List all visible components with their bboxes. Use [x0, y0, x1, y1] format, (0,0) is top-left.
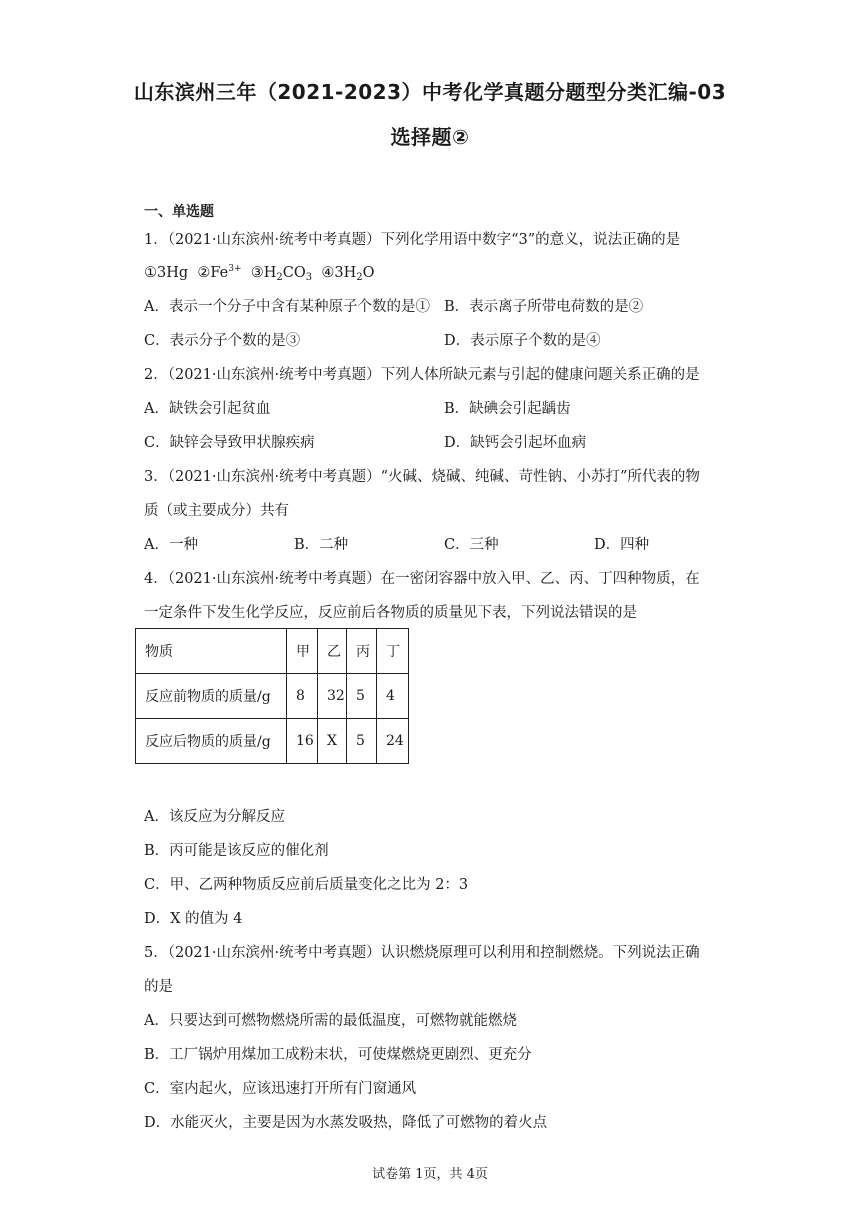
- q1-expr-b: $②Fe^{3+}$: [197, 264, 242, 281]
- table-cell: 4: [377, 674, 409, 719]
- table-cell: 反应前物质的质量/g: [136, 674, 287, 719]
- q4-option-d: D．X 的值为 4: [144, 911, 243, 927]
- q4-stem-line1: 4．（2021·山东滨州·统考中考真题）在一密闭容器中放入甲、乙、丙、丁四种物质，在: [144, 571, 700, 587]
- table-cell: 甲: [287, 629, 318, 674]
- q4-mass-table: [135, 628, 409, 764]
- table-cell: 24: [377, 719, 409, 764]
- q1-expr-a: ①3Hg: [144, 265, 189, 281]
- q2-stem: 2．（2021·山东滨州·统考中考真题）下列人体所缺元素与引起的健康问题关系正确的是: [144, 367, 700, 383]
- table-row: [136, 674, 409, 719]
- section-heading: 一、单选题: [144, 204, 214, 220]
- q1-expressions: [144, 263, 374, 283]
- table-cell: 32: [318, 674, 347, 719]
- q2-option-a: A．缺铁会引起贫血: [144, 401, 271, 417]
- table-cell: 反应后物质的质量/g: [136, 719, 287, 764]
- table-cell: 丙: [347, 629, 377, 674]
- table-header-row: [136, 629, 409, 674]
- q4-option-c: C．甲、乙两种物质反应前后质量变化之比为 2：3: [144, 877, 469, 893]
- q3-option-b: B．二种: [294, 537, 349, 553]
- table-cell: X: [318, 719, 347, 764]
- q5-option-c: C．室内起火，应该迅速打开所有门窗通风: [144, 1081, 417, 1097]
- table-cell: 8: [287, 674, 318, 719]
- q4-option-a: A．该反应为分解反应: [144, 809, 285, 825]
- q2-option-c: C．缺锌会导致甲状腺疾病: [144, 435, 315, 451]
- q4-option-b: B．丙可能是该反应的催化剂: [144, 843, 329, 859]
- q3-stem-line1: 3．（2021·山东滨州·统考中考真题）“火碱、烧碱、纯碱、苛性钠、小苏打”所代表的物: [144, 469, 700, 485]
- table-cell: 乙: [318, 629, 347, 674]
- q3-option-d: D．四种: [594, 537, 650, 553]
- table-cell: 5: [347, 719, 377, 764]
- table-cell: 16: [287, 719, 318, 764]
- q5-stem-line2: 的是: [144, 979, 173, 995]
- q2-option-b: B．缺碘会引起龋齿: [444, 401, 571, 417]
- table-row: [136, 719, 409, 764]
- table-cell: 5: [347, 674, 377, 719]
- q5-stem-line1: 5．（2021·山东滨州·统考中考真题）认识燃烧原理可以利用和控制燃烧。下列说法正确: [144, 945, 700, 961]
- q1-option-c: C．表示分子个数的是③: [144, 333, 301, 349]
- q1-stem: 1．（2021·山东滨州·统考中考真题）下列化学用语中数字“3”的意义，说法正确的是: [144, 232, 681, 248]
- q1-option-a: A．表示一个分子中含有某种原子个数的是①: [144, 299, 430, 315]
- q3-option-a: A．一种: [144, 537, 198, 553]
- q1-expr-d: $④3H_2O$: [321, 265, 375, 283]
- page-footer: 试卷第 1页，共 4页: [372, 1167, 488, 1182]
- table-cell: 物质: [136, 629, 287, 674]
- q3-stem-line2: 质（或主要成分）共有: [144, 503, 289, 519]
- q1-option-d: D．表示原子个数的是④: [444, 333, 601, 349]
- document-subtitle: 选择题②: [390, 125, 470, 149]
- q2-option-d: D．缺钙会引起坏血病: [444, 435, 587, 451]
- q1-option-b: B．表示离子所带电荷数的是②: [444, 299, 644, 315]
- q4-stem-line2: 一定条件下发生化学反应，反应前后各物质的质量见下表，下列说法错误的是: [144, 605, 637, 621]
- q5-option-d: D．水能灭火，主要是因为水蒸发吸热，降低了可燃物的着火点: [144, 1115, 548, 1131]
- q1-expr-c: $③H_2CO_3$: [250, 265, 313, 283]
- q5-option-b: B．工厂锅炉用煤加工成粉末状，可使煤燃烧更剧烈、更充分: [144, 1047, 532, 1063]
- table-cell: 丁: [377, 629, 409, 674]
- document-title: 山东滨州三年（2021-2023）中考化学真题分题型分类汇编-03: [133, 80, 727, 104]
- q5-option-a: A．只要达到可燃物燃烧所需的最低温度，可燃物就能燃烧: [144, 1013, 517, 1029]
- q3-option-c: C．三种: [444, 537, 499, 553]
